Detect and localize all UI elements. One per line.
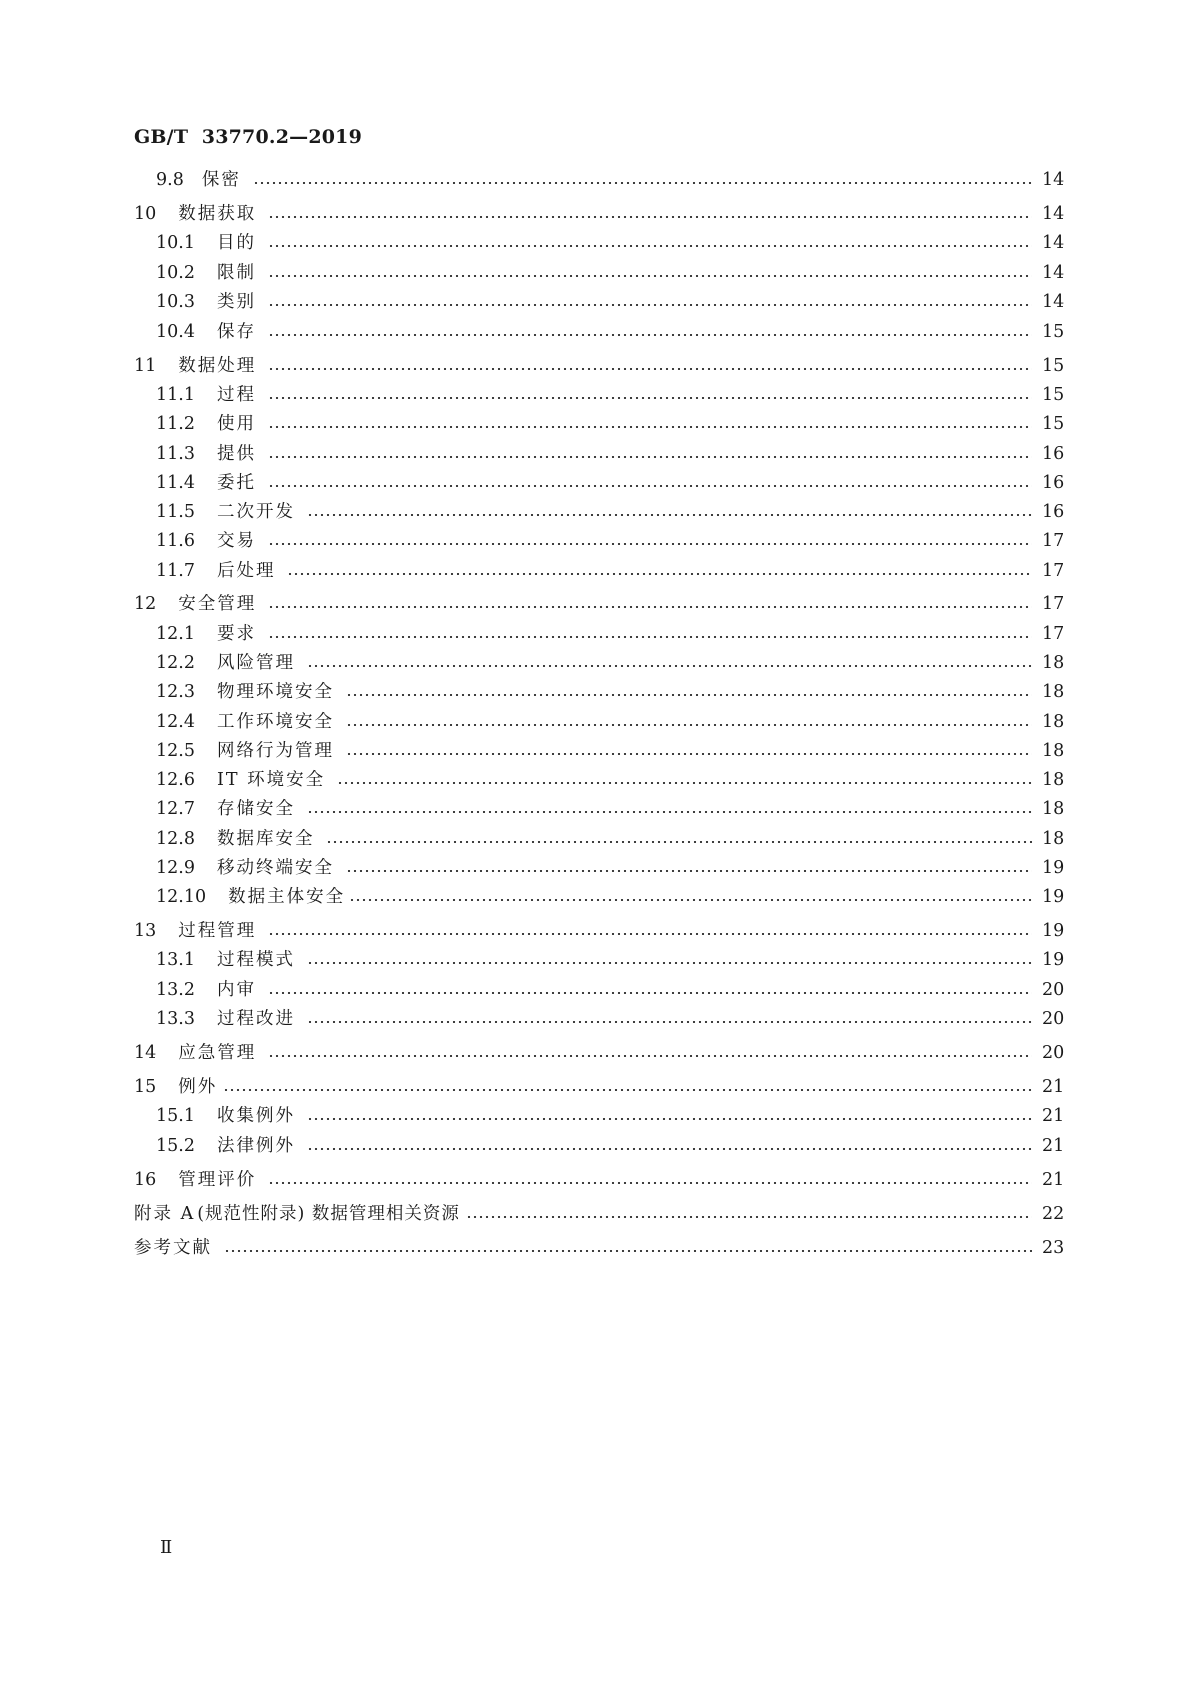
toc-entry-title: 数据库安全 xyxy=(216,829,315,849)
toc-entry-page: 23 xyxy=(1042,1238,1065,1258)
toc-entry-12-9[interactable] xyxy=(134,854,1064,882)
toc-entry-title: 限制 xyxy=(216,263,256,283)
toc-entry-page: 16 xyxy=(1042,473,1065,493)
toc-entry-title: 存储安全 xyxy=(216,799,295,819)
toc-entry-number: 12.2 xyxy=(156,653,195,673)
toc-entry-13-2[interactable] xyxy=(134,976,1064,1004)
dot-leader xyxy=(268,334,1032,336)
toc-entry-title: 保密 xyxy=(201,170,241,190)
toc-entry-number: 10.1 xyxy=(156,233,195,253)
dot-leader xyxy=(268,397,1032,399)
toc-entry-10-1[interactable] xyxy=(134,229,1064,257)
toc-entry-title: 收集例外 xyxy=(216,1106,295,1126)
toc-entry-15[interactable] xyxy=(134,1073,1064,1101)
page-folio: Ⅱ xyxy=(160,1537,173,1558)
toc-entry-number: 11.5 xyxy=(156,502,195,522)
toc-entry-10-2[interactable] xyxy=(134,259,1064,287)
toc-entry-12-7[interactable] xyxy=(134,795,1064,823)
dot-leader xyxy=(268,275,1032,277)
toc-entry-12-3[interactable] xyxy=(134,678,1064,706)
toc-entry-page: 15 xyxy=(1042,356,1065,376)
toc-entry-number: 16 xyxy=(134,1170,157,1190)
dot-leader xyxy=(307,1118,1032,1120)
toc-entry-12-6[interactable] xyxy=(134,766,1064,794)
toc-entry-11-4[interactable] xyxy=(134,469,1064,497)
dot-leader xyxy=(337,782,1032,784)
dot-leader xyxy=(268,1182,1032,1184)
toc-entry-title: 工作环境安全 xyxy=(216,712,334,732)
toc-entry-title: 后处理 xyxy=(216,561,276,581)
dot-leader xyxy=(346,694,1032,696)
dot-leader xyxy=(253,182,1032,184)
dot-leader xyxy=(307,811,1032,813)
dot-leader xyxy=(346,870,1032,872)
toc-entry-title: 过程管理 xyxy=(178,921,257,941)
dot-leader xyxy=(268,1055,1032,1057)
toc-entry-page: 19 xyxy=(1042,858,1065,878)
toc-entry-11-2[interactable] xyxy=(134,410,1064,438)
toc-entry-number: 13.1 xyxy=(156,950,195,970)
toc-entry-title: 要求 xyxy=(216,624,256,644)
toc-entry-15-1[interactable] xyxy=(134,1102,1064,1130)
toc-entry-title: 二次开发 xyxy=(216,502,295,522)
toc-entry-13[interactable] xyxy=(134,917,1064,945)
toc-entry-number: 13.2 xyxy=(156,980,195,1000)
toc-entry-page: 14 xyxy=(1042,233,1065,253)
toc-entry-number: 10.2 xyxy=(156,263,195,283)
toc-entry-number: 12.4 xyxy=(156,712,195,732)
toc-entry-page: 14 xyxy=(1042,170,1065,190)
toc-entry-number: 11.2 xyxy=(156,414,195,434)
toc-entry-11[interactable] xyxy=(134,352,1064,380)
toc-entry-14[interactable] xyxy=(134,1039,1064,1067)
toc-entry-title: 应急管理 xyxy=(178,1043,257,1063)
toc-entry-10-4[interactable] xyxy=(134,318,1064,346)
toc-entry-title: 例外 xyxy=(178,1077,218,1097)
dot-leader xyxy=(349,899,1032,901)
toc-entry-number: 10.3 xyxy=(156,292,195,312)
dot-leader xyxy=(268,426,1032,428)
toc-entry-12[interactable] xyxy=(134,590,1064,618)
toc-entry-page: 18 xyxy=(1042,741,1065,761)
toc-entry-title: IT 环境安全 xyxy=(216,770,326,790)
toc-entry-page: 20 xyxy=(1042,980,1065,1000)
toc-entry-title: 交易 xyxy=(216,531,256,551)
toc-entry-page: 14 xyxy=(1042,204,1065,224)
toc-entry-number: 11.1 xyxy=(156,385,195,405)
document-id: GB/T 33770.2—2019 xyxy=(134,126,363,148)
toc-entry-12-8[interactable] xyxy=(134,825,1064,853)
toc-entry-number: 12.7 xyxy=(156,799,195,819)
toc-entry-title: 目的 xyxy=(216,233,256,253)
toc-entry-number: 12.5 xyxy=(156,741,195,761)
toc-entry-title: 物理环境安全 xyxy=(216,682,334,702)
toc-entry-page: 15 xyxy=(1042,385,1065,405)
toc-entry-page: 19 xyxy=(1042,887,1065,907)
toc-entry-page: 17 xyxy=(1042,561,1065,581)
dot-leader xyxy=(346,724,1032,726)
toc-entry-number: 12.1 xyxy=(156,624,195,644)
toc-entry-title: 数据获取 xyxy=(178,204,257,224)
toc-entry-title: 法律例外 xyxy=(216,1136,295,1156)
toc-entry-page: 21 xyxy=(1042,1136,1065,1156)
toc-entry-page: 17 xyxy=(1042,624,1065,644)
dot-leader xyxy=(307,665,1032,667)
toc-entry-page: 14 xyxy=(1042,263,1065,283)
dot-leader xyxy=(307,962,1032,964)
toc-entry-page: 15 xyxy=(1042,322,1065,342)
dot-leader xyxy=(224,1250,1032,1252)
toc-entry-11-6[interactable] xyxy=(134,527,1064,555)
dot-leader xyxy=(268,245,1032,247)
toc-entry-page: 17 xyxy=(1042,531,1065,551)
dot-leader xyxy=(307,514,1032,516)
toc-entry-16[interactable] xyxy=(134,1166,1064,1194)
toc-entry-11-1[interactable] xyxy=(134,381,1064,409)
dot-leader xyxy=(268,933,1032,935)
toc-entry-title: 过程 xyxy=(216,385,256,405)
toc-entry-title: 类别 xyxy=(216,292,256,312)
dot-leader xyxy=(268,216,1032,218)
toc-entry-11-3[interactable] xyxy=(134,440,1064,468)
dot-leader xyxy=(268,485,1032,487)
toc-entry-page: 18 xyxy=(1042,829,1065,849)
toc-entry-title: (规范性附录) 数据管理相关资源 xyxy=(197,1204,460,1224)
toc-entry-10-3[interactable] xyxy=(134,288,1064,316)
toc-entry-page: 21 xyxy=(1042,1077,1065,1097)
toc-entry-title: 使用 xyxy=(216,414,256,434)
toc-entry-page: 20 xyxy=(1042,1043,1065,1063)
dot-leader xyxy=(268,304,1032,306)
toc-entry-page: 17 xyxy=(1042,594,1065,614)
toc-entry-page: 21 xyxy=(1042,1106,1065,1126)
toc-entry-title: 管理评价 xyxy=(178,1170,257,1190)
toc-entry-12-1[interactable] xyxy=(134,620,1064,648)
toc-entry-page: 22 xyxy=(1042,1204,1065,1224)
toc-entry-number: 13 xyxy=(134,921,157,941)
toc-entry-12-2[interactable] xyxy=(134,649,1064,677)
dot-leader xyxy=(346,753,1032,755)
toc-entry-11-7[interactable] xyxy=(134,557,1064,585)
toc-entry-title: 网络行为管理 xyxy=(216,741,334,761)
dot-leader xyxy=(287,573,1032,575)
toc-entry-title: 过程改进 xyxy=(216,1009,295,1029)
dot-leader xyxy=(466,1216,1032,1218)
toc-entry-page: 15 xyxy=(1042,414,1065,434)
toc-entry-title: 移动终端安全 xyxy=(216,858,334,878)
toc-entry-number: 13.3 xyxy=(156,1009,195,1029)
toc-entry-page: 21 xyxy=(1042,1170,1065,1190)
toc-entry-13-1[interactable] xyxy=(134,946,1064,974)
toc-entry-page: 18 xyxy=(1042,682,1065,702)
toc-entry-page: 18 xyxy=(1042,770,1065,790)
toc-entry-number: 15.2 xyxy=(156,1136,195,1156)
toc-entry-page: 18 xyxy=(1042,799,1065,819)
dot-leader xyxy=(268,456,1032,458)
dot-leader xyxy=(268,606,1032,608)
toc-entry-title: 数据处理 xyxy=(178,356,257,376)
toc-entry-12-10[interactable] xyxy=(134,883,1064,911)
dot-leader xyxy=(268,368,1032,370)
toc-entry-number: 附录 A xyxy=(134,1204,196,1224)
toc-entry-page: 16 xyxy=(1042,502,1065,522)
toc-entry-title: 安全管理 xyxy=(178,594,257,614)
toc-entry-number: 11 xyxy=(134,356,157,376)
toc-entry-number: 11.3 xyxy=(156,444,195,464)
toc-entry-number: 12.10 xyxy=(156,887,207,907)
dot-leader xyxy=(268,636,1032,638)
toc-entry-number: 10.4 xyxy=(156,322,195,342)
toc-entry-title: 数据主体安全 xyxy=(228,887,346,907)
dot-leader xyxy=(223,1089,1032,1091)
toc-entry-page: 19 xyxy=(1042,921,1065,941)
toc-entry-page: 20 xyxy=(1042,1009,1065,1029)
toc-entry-number: 14 xyxy=(134,1043,157,1063)
toc-entry-number: 9.8 xyxy=(156,170,184,190)
toc-entry-number: 10 xyxy=(134,204,157,224)
toc-entry-title: 保存 xyxy=(216,322,256,342)
toc-entry-title: 委托 xyxy=(216,473,256,493)
toc-entry-12-4[interactable] xyxy=(134,708,1064,736)
toc-entry-title: 内审 xyxy=(216,980,256,1000)
toc-entry-page: 18 xyxy=(1042,653,1065,673)
toc-entry-11-5[interactable] xyxy=(134,498,1064,526)
toc-entry-number: 参考文献 xyxy=(134,1238,212,1258)
toc-entry-page: 18 xyxy=(1042,712,1065,732)
toc-entry-number: 15 xyxy=(134,1077,157,1097)
toc-entry-number: 12.6 xyxy=(156,770,195,790)
toc-entry-page: 16 xyxy=(1042,444,1065,464)
toc-entry-number: 11.4 xyxy=(156,473,195,493)
toc-entry-title: 风险管理 xyxy=(216,653,295,673)
toc-entry-number: 12.3 xyxy=(156,682,195,702)
toc-entry-annex-a[interactable] xyxy=(134,1200,1064,1228)
toc-entry-10[interactable] xyxy=(134,200,1064,228)
toc-entry-15-2[interactable] xyxy=(134,1132,1064,1160)
toc-entry-12-5[interactable] xyxy=(134,737,1064,765)
toc-entry-number: 15.1 xyxy=(156,1106,195,1126)
toc-entry-page: 14 xyxy=(1042,292,1065,312)
dot-leader xyxy=(307,1021,1032,1023)
toc-entry-number: 11.6 xyxy=(156,531,195,551)
dot-leader xyxy=(268,543,1032,545)
dot-leader xyxy=(326,841,1032,843)
toc-entry-title: 提供 xyxy=(216,444,256,464)
dot-leader xyxy=(307,1148,1032,1150)
toc-entry-number: 11.7 xyxy=(156,561,195,581)
toc-entry-number: 12 xyxy=(134,594,157,614)
toc-entry-title: 过程模式 xyxy=(216,950,295,970)
toc-entry-bibliography[interactable] xyxy=(134,1234,1064,1262)
toc-entry-number: 12.8 xyxy=(156,829,195,849)
dot-leader xyxy=(268,992,1032,994)
toc-entry-9-8[interactable] xyxy=(134,166,1064,194)
toc-entry-number: 12.9 xyxy=(156,858,195,878)
toc-entry-13-3[interactable] xyxy=(134,1005,1064,1033)
toc-entry-page: 19 xyxy=(1042,950,1065,970)
